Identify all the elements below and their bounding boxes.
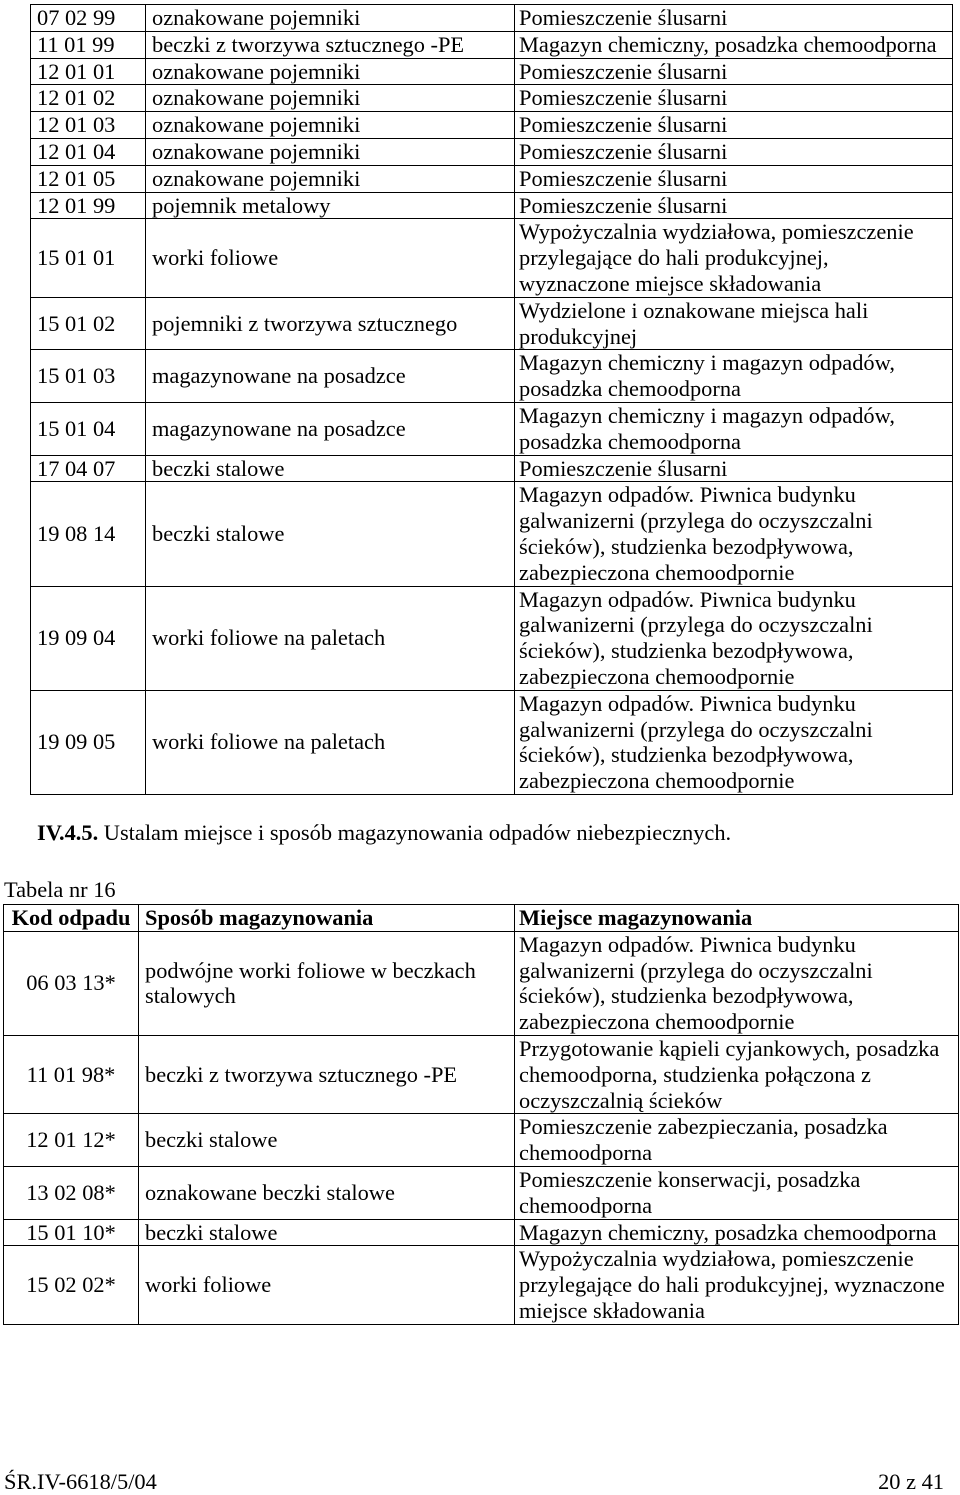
waste-code-cell: 12 01 03 (31, 112, 146, 139)
storage-location-cell: Przygotowanie kąpieli cyjankowych, posadzka chemoodporna, studzienka połączona z oczyszczalnią ścieków (515, 1035, 959, 1113)
storage-location-cell: Magazyn odpadów. Piwnica budynku galwanizerni (przylega do oczyszczalni ścieków), studzienka bezodpływowa, zabezpieczona chemoodpornie (515, 690, 953, 794)
waste-code-cell: 13 02 08* (4, 1166, 139, 1219)
table-row (4, 1246, 959, 1324)
storage-method-cell: beczki stalowe (146, 482, 515, 586)
waste-code-cell: 12 01 02 (31, 85, 146, 112)
header-storage-method: Sposób magazynowania (139, 905, 515, 932)
waste-code-cell: 19 08 14 (31, 482, 146, 586)
storage-method-cell: worki foliowe na paletach (146, 690, 515, 794)
storage-method-cell: oznakowane pojemniki (146, 85, 515, 112)
storage-method-cell: oznakowane pojemniki (146, 5, 515, 32)
section-heading (37, 820, 731, 846)
waste-code-cell: 11 01 99 (31, 31, 146, 58)
storage-location-cell: Pomieszczenie ślusarni (515, 192, 953, 219)
table-header-row (4, 905, 959, 932)
storage-location-cell: Magazyn chemiczny i magazyn odpadów, posadzka chemoodporna (515, 350, 953, 403)
storage-method-cell: beczki stalowe (139, 1219, 515, 1246)
storage-location-cell: Magazyn chemiczny i magazyn odpadów, posadzka chemoodporna (515, 402, 953, 455)
storage-location-cell: Pomieszczenie konserwacji, posadzka chemoodporna (515, 1166, 959, 1219)
table-row (31, 455, 953, 482)
table-row (31, 31, 953, 58)
storage-method-cell: oznakowane pojemniki (146, 112, 515, 139)
page-number: 20 z 41 (878, 1469, 944, 1494)
waste-code-cell: 12 01 99 (31, 192, 146, 219)
table-row (31, 402, 953, 455)
storage-method-cell: beczki z tworzywa sztucznego -PE (146, 31, 515, 58)
table-row (4, 1035, 959, 1113)
header-waste-code: Kod odpadu (4, 905, 139, 932)
storage-method-cell: worki foliowe na paletach (146, 586, 515, 690)
storage-method-cell: pojemniki z tworzywa sztucznego (146, 297, 515, 350)
table-row (31, 112, 953, 139)
storage-location-cell: Magazyn odpadów. Piwnica budynku galwanizerni (przylega do oczyszczalni ścieków), studzienka bezodpływowa, zabezpieczona chemoodpornie (515, 482, 953, 586)
storage-location-cell: Pomieszczenie ślusarni (515, 5, 953, 32)
table-row (4, 1166, 959, 1219)
storage-location-cell: Magazyn odpadów. Piwnica budynku galwanizerni (przylega do oczyszczalni ścieków), studzienka bezodpływowa, zabezpieczona chemoodpornie (515, 931, 959, 1035)
table-row (31, 350, 953, 403)
storage-method-cell: magazynowane na posadzce (146, 402, 515, 455)
storage-method-cell: beczki stalowe (139, 1114, 515, 1167)
storage-location-cell: Magazyn odpadów. Piwnica budynku galwanizerni (przylega do oczyszczalni ścieków), studzienka bezodpływowa, zabezpieczona chemoodpornie (515, 586, 953, 690)
waste-code-cell: 15 01 03 (31, 350, 146, 403)
storage-location-cell: Magazyn chemiczny, posadzka chemoodporna (515, 31, 953, 58)
table-row (31, 5, 953, 32)
storage-location-cell: Pomieszczenie ślusarni (515, 165, 953, 192)
waste-code-cell: 15 02 02* (4, 1246, 139, 1324)
waste-code-cell: 17 04 07 (31, 455, 146, 482)
table-row (31, 58, 953, 85)
storage-method-cell: oznakowane pojemniki (146, 138, 515, 165)
storage-method-cell: pojemnik metalowy (146, 192, 515, 219)
table-row (4, 1219, 959, 1246)
document-reference: ŚR.IV-6618/5/04 (4, 1469, 157, 1494)
table-row (31, 85, 953, 112)
table-row (4, 1114, 959, 1167)
waste-code-cell: 15 01 04 (31, 402, 146, 455)
storage-method-cell: beczki z tworzywa sztucznego -PE (139, 1035, 515, 1113)
storage-method-cell: oznakowane beczki stalowe (139, 1166, 515, 1219)
storage-location-cell: Wypożyczalnia wydziałowa, pomieszczenie przylegające do hali produkcyjnej, wyznaczone miejsce składowania (515, 219, 953, 297)
waste-code-cell: 15 01 01 (31, 219, 146, 297)
storage-method-cell: worki foliowe (139, 1246, 515, 1324)
storage-location-cell: Wydzielone i oznakowane miejsca hali produkcyjnej (515, 297, 953, 350)
storage-location-cell: Pomieszczenie zabezpieczania, posadzka chemoodporna (515, 1114, 959, 1167)
table-row (31, 690, 953, 794)
waste-code-cell: 07 02 99 (31, 5, 146, 32)
storage-method-cell: worki foliowe (146, 219, 515, 297)
table-row (31, 482, 953, 586)
table-row (31, 165, 953, 192)
table-row (31, 192, 953, 219)
waste-code-cell: 06 03 13* (4, 931, 139, 1035)
storage-location-cell: Pomieszczenie ślusarni (515, 58, 953, 85)
storage-location-cell: Pomieszczenie ślusarni (515, 85, 953, 112)
waste-code-cell: 12 01 12* (4, 1114, 139, 1167)
table-row (31, 219, 953, 297)
section-number: IV.4.5. (37, 820, 99, 845)
waste-code-cell: 12 01 05 (31, 165, 146, 192)
storage-method-cell: oznakowane pojemniki (146, 165, 515, 192)
storage-location-cell: Pomieszczenie ślusarni (515, 138, 953, 165)
table-row (31, 297, 953, 350)
waste-code-cell: 19 09 05 (31, 690, 146, 794)
hazardous-waste-storage-table (3, 904, 959, 1325)
table-caption: Tabela nr 16 (4, 877, 116, 902)
storage-location-cell: Pomieszczenie ślusarni (515, 455, 953, 482)
storage-method-cell: beczki stalowe (146, 455, 515, 482)
table-row (31, 138, 953, 165)
waste-code-cell: 19 09 04 (31, 586, 146, 690)
waste-code-cell: 11 01 98* (4, 1035, 139, 1113)
waste-code-cell: 12 01 04 (31, 138, 146, 165)
header-storage-location: Miejsce magazynowania (515, 905, 959, 932)
waste-storage-table-continued (30, 4, 953, 795)
section-title: Ustalam miejsce i sposób magazynowania odpadów niebezpiecznych. (103, 820, 732, 845)
waste-code-cell: 15 01 10* (4, 1219, 139, 1246)
waste-code-cell: 12 01 01 (31, 58, 146, 85)
storage-location-cell: Wypożyczalnia wydziałowa, pomieszczenie przylegające do hali produkcyjnej, wyznaczone miejsce składowania (515, 1246, 959, 1324)
storage-method-cell: magazynowane na posadzce (146, 350, 515, 403)
storage-method-cell: oznakowane pojemniki (146, 58, 515, 85)
table-row (4, 931, 959, 1035)
storage-method-cell: podwójne worki foliowe w beczkach stalowych (139, 931, 515, 1035)
storage-location-cell: Pomieszczenie ślusarni (515, 112, 953, 139)
waste-code-cell: 15 01 02 (31, 297, 146, 350)
table-row (31, 586, 953, 690)
storage-location-cell: Magazyn chemiczny, posadzka chemoodporna (515, 1219, 959, 1246)
